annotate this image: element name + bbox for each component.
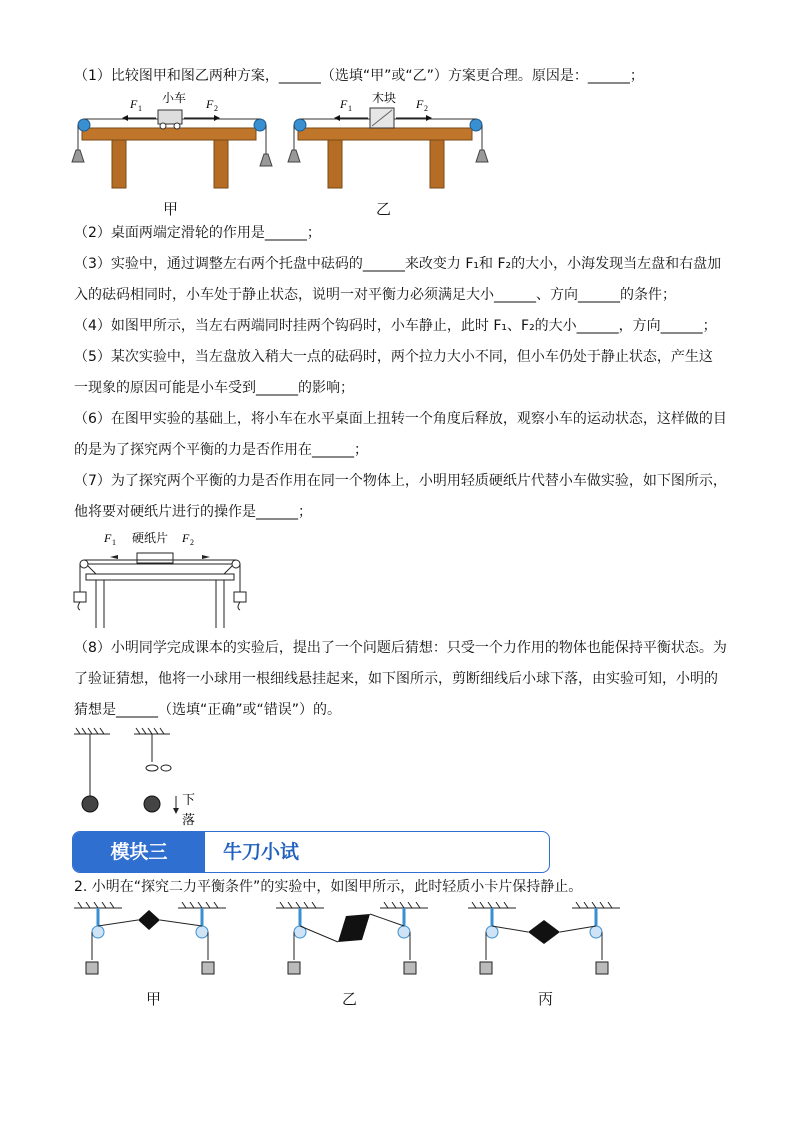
fall-label-1: 下 bbox=[182, 792, 196, 807]
label-f2-right: F bbox=[416, 97, 424, 111]
pulley-setup-yi bbox=[276, 902, 428, 974]
question-2: （2）桌面两端定滑轮的作用是______； bbox=[74, 225, 321, 241]
fig2-card-label: 硬纸片 bbox=[132, 531, 169, 545]
question-5a: （5）某次实验中，当左盘放入稍大一点的砝码时，两个拉力大小不同，但小车仍处于静止状态，产生这 bbox=[74, 349, 713, 365]
pulley-setup-bing bbox=[468, 902, 620, 974]
pulley-setup-jia bbox=[74, 902, 226, 974]
question-7a: （7）为了探究两个平衡的力是否作用在同一个物体上，小明用轻质硬纸片代替小车做实验，如下图所示， bbox=[74, 473, 727, 489]
question-6a: （6）在图甲实验的基础上，将小车在水平桌面上扭转一个角度后释放，观察小车的运动状态，这样做的目 bbox=[74, 411, 727, 427]
label-f1-left: F bbox=[130, 97, 138, 111]
fall-label-2: 落 bbox=[182, 812, 196, 827]
label-block: 木块 bbox=[372, 91, 397, 105]
question-1: （1）比较图甲和图乙两种方案，______（选填“甲”或“乙”）方案更合理。原因是：______； bbox=[74, 68, 644, 84]
question-5b: 一现象的原因可能是小车受到______的影响； bbox=[74, 380, 354, 396]
label-f1-left-sub: 1 bbox=[138, 104, 142, 113]
label-f2-left: F bbox=[206, 97, 214, 111]
label-f1-right-sub: 1 bbox=[348, 104, 352, 113]
question-7b: 他将要对硬纸片进行的操作是______； bbox=[74, 504, 312, 520]
figure-pulley-cards bbox=[70, 902, 630, 982]
problem-2: 2. 小明在“探究二力平衡条件”的实验中，如图甲所示，此时轻质小卡片保持静止。 bbox=[74, 879, 583, 895]
module-banner bbox=[72, 831, 550, 873]
fig4-caption-bing: 丙 bbox=[538, 990, 554, 1008]
figure-ball bbox=[70, 726, 210, 830]
fig2-f1: F bbox=[104, 531, 112, 545]
label-f2-right-sub: 2 bbox=[424, 104, 428, 113]
label-cart: 小车 bbox=[162, 91, 187, 105]
caption-jia: 甲 bbox=[163, 200, 179, 218]
question-8c: 猜想是______（选填“正确”或“错误”）的。 bbox=[74, 702, 342, 718]
question-3a: （3）实验中，通过调整左右两个托盘中砝码的______来改变力 F₁和 F₂的大小，小海发现当左盘和右盘加 bbox=[74, 256, 722, 272]
label-f2-left-sub: 2 bbox=[214, 104, 218, 113]
caption-yi: 乙 bbox=[376, 200, 392, 218]
setup-jia bbox=[72, 110, 272, 188]
fig2-f2-sub: 2 bbox=[190, 538, 194, 547]
setup-yi bbox=[288, 108, 488, 188]
fig4-caption-jia: 甲 bbox=[146, 990, 162, 1008]
question-6b: 的是为了探究两个平衡的力是否作用在______； bbox=[74, 442, 368, 458]
banner-left-label: 模块三 bbox=[73, 832, 205, 872]
fig2-f2: F bbox=[182, 531, 190, 545]
question-4: （4）如图甲所示，当左右两端同时挂两个钩码时，小车静止，此时 F₁、F₂的大小______，方向______； bbox=[74, 318, 717, 334]
label-f1-right: F bbox=[340, 97, 348, 111]
question-8a: （8）小明同学完成课本的实验后，提出了一个问题后猜想：只受一个力作用的物体也能保持平衡状态。为 bbox=[74, 640, 727, 656]
figure-table-setups bbox=[66, 88, 506, 218]
fig2-f1-sub: 1 bbox=[112, 538, 116, 547]
figure-card-setup bbox=[64, 526, 254, 630]
question-8b: 了验证猜想，他将一小球用一根细线悬挂起来，如下图所示，剪断细线后小球下落，由实验可知，小明的 bbox=[74, 671, 718, 687]
question-3b: 入的砝码相同时，小车处于静止状态，说明一对平衡力必须满足大小______、方向______的条件； bbox=[74, 287, 676, 303]
banner-right-label: 牛刀小试 bbox=[223, 841, 300, 863]
fig4-caption-yi: 乙 bbox=[342, 990, 358, 1008]
